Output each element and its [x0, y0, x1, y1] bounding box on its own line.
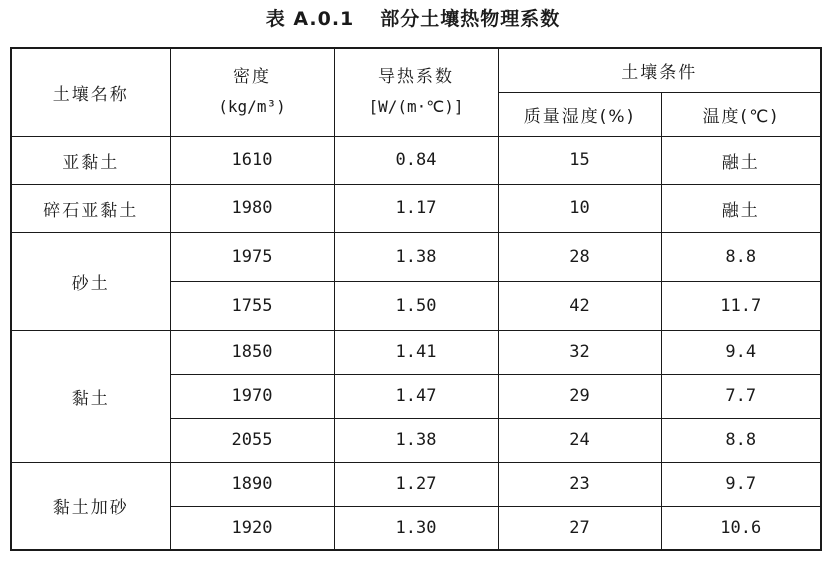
- temperature-cell: 融土: [661, 136, 821, 184]
- temperature-cell: 10.6: [661, 506, 821, 550]
- header-temperature: 温度(℃): [661, 92, 821, 136]
- table-caption: [0, 4, 826, 34]
- temperature-cell: 8.8: [661, 232, 821, 281]
- conductivity-cell: 1.38: [334, 232, 498, 281]
- soil-name-cell: 碎石亚黏土: [11, 184, 170, 232]
- moisture-cell: 27: [498, 506, 661, 550]
- header-soil-conditions: 土壤条件: [498, 48, 821, 92]
- density-cell: 1975: [170, 232, 334, 281]
- temperature-cell: 8.8: [661, 418, 821, 462]
- density-cell: 1890: [170, 462, 334, 506]
- temperature-cell: 9.7: [661, 462, 821, 506]
- conductivity-cell: 1.41: [334, 330, 498, 374]
- header-conductivity-label: 导热系数: [378, 67, 454, 88]
- conductivity-cell: 1.38: [334, 418, 498, 462]
- soil-name-cell: 黏土加砂: [11, 462, 170, 550]
- temperature-cell: 融土: [661, 184, 821, 232]
- conductivity-cell: 1.47: [334, 374, 498, 418]
- moisture-cell: 32: [498, 330, 661, 374]
- soil-thermal-table: [10, 47, 822, 551]
- header-density-unit: (kg/m³): [218, 97, 286, 117]
- soil-name-cell: 黏土: [11, 330, 170, 462]
- header-row-1: [11, 48, 821, 92]
- moisture-cell: 23: [498, 462, 661, 506]
- table-number: 表 A.0.1: [265, 8, 355, 30]
- table-row: [11, 330, 821, 374]
- soil-name-cell: 亚黏土: [11, 136, 170, 184]
- moisture-cell: 15: [498, 136, 661, 184]
- density-cell: 1980: [170, 184, 334, 232]
- density-cell: 1970: [170, 374, 334, 418]
- conductivity-cell: 0.84: [334, 136, 498, 184]
- header-conductivity-unit: [W/(m·℃)]: [368, 97, 464, 117]
- header-moisture: 质量湿度(%): [498, 92, 661, 136]
- table-title: 部分土壤热物理系数: [380, 8, 561, 30]
- conductivity-cell: 1.17: [334, 184, 498, 232]
- density-cell: 2055: [170, 418, 334, 462]
- header-density-label: 密度: [233, 67, 271, 88]
- moisture-cell: 10: [498, 184, 661, 232]
- header-soil-name: 土壤名称: [11, 48, 170, 136]
- temperature-cell: 11.7: [661, 281, 821, 330]
- conductivity-cell: 1.30: [334, 506, 498, 550]
- table-row: [11, 462, 821, 506]
- moisture-cell: 24: [498, 418, 661, 462]
- density-cell: 1850: [170, 330, 334, 374]
- table-row: [11, 232, 821, 281]
- moisture-cell: 42: [498, 281, 661, 330]
- conductivity-cell: 1.50: [334, 281, 498, 330]
- header-density: [170, 48, 334, 136]
- density-cell: 1755: [170, 281, 334, 330]
- table-row: [11, 184, 821, 232]
- table-row: [11, 136, 821, 184]
- density-cell: 1610: [170, 136, 334, 184]
- moisture-cell: 28: [498, 232, 661, 281]
- moisture-cell: 29: [498, 374, 661, 418]
- header-conductivity: [334, 48, 498, 136]
- conductivity-cell: 1.27: [334, 462, 498, 506]
- temperature-cell: 9.4: [661, 330, 821, 374]
- density-cell: 1920: [170, 506, 334, 550]
- temperature-cell: 7.7: [661, 374, 821, 418]
- soil-name-cell: 砂土: [11, 232, 170, 330]
